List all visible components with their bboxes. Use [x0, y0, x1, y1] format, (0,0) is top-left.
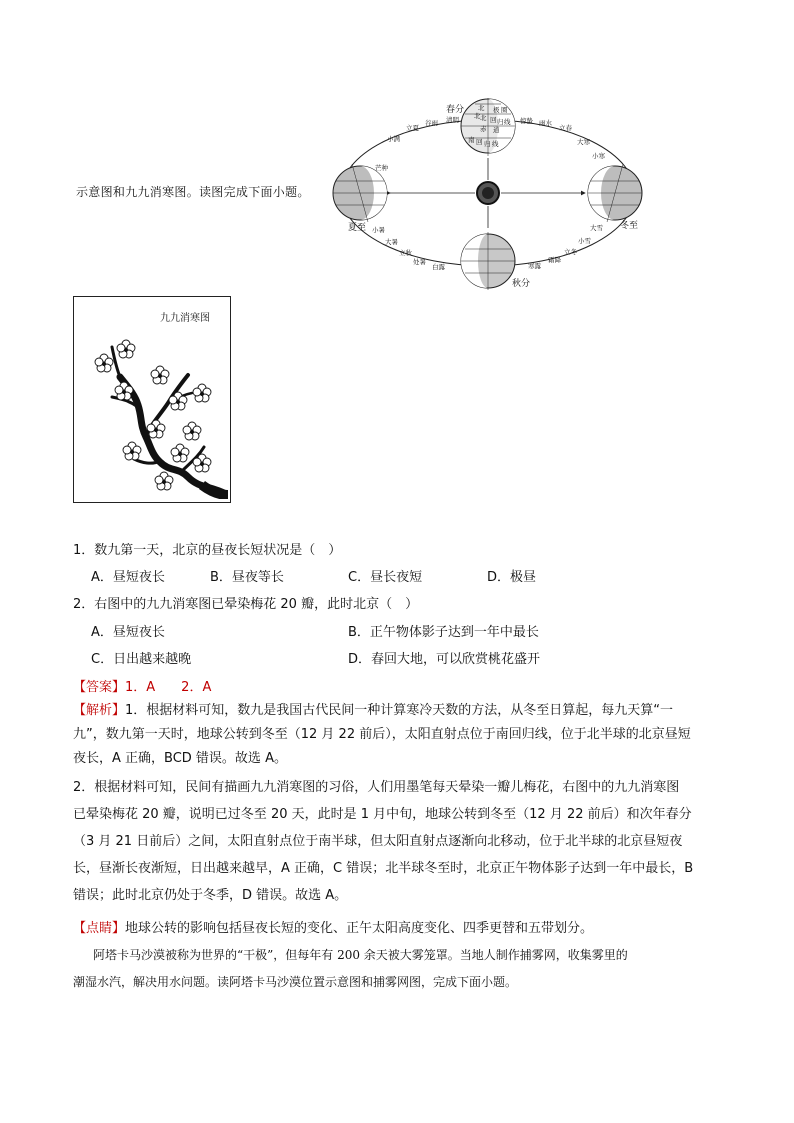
analysis-line: 错误；此时北京仍处于冬季，D 错误。故选 A。 [73, 888, 348, 903]
analysis-line: 已晕染梅花 20 瓣，说明已过冬至 20 天，此时是 1 月中旬，地球公转到冬至（12 月 22 前后）和次年春分 [73, 807, 692, 822]
solar-term: 立秋 [399, 249, 412, 257]
globe-label: 道 [493, 126, 500, 134]
question-2-option-c: C．日出越来越晚 [91, 652, 192, 667]
globe-label: 圈 [501, 106, 508, 114]
tip-tag: 【点睛】 [73, 921, 126, 936]
answer-tag: 【答案】 [73, 680, 126, 695]
question-1-option-c: C．昼长夜短 [348, 570, 423, 585]
solar-term: 惊蛰 [520, 117, 533, 125]
solar-term: 小满 [387, 135, 400, 143]
picture-title: 九九消寒图 [160, 313, 210, 324]
globe-label: 线 [504, 118, 511, 126]
analysis-line: 2．根据材料可知，民间有描画九九消寒图的习俗，人们用墨笔每天晕染一瓣儿梅花，右图中的九九消寒图 [73, 780, 680, 795]
analysis-line: 长，昼渐长夜渐短，日出越来越早，A 正确，C 错误；北半球冬至时，北京正午物体影子达到一年中最长，B [73, 861, 694, 876]
solar-term: 大雪 [590, 224, 603, 232]
answer-text: 1．A 2．A [125, 680, 212, 695]
next-material [73, 942, 743, 996]
solar-term: 立春 [559, 124, 572, 132]
question-2-stem: 2．右图中的九九消寒图已晕染梅花 20 瓣，此时北京（ ） [73, 597, 419, 612]
globe-autumn-equinox [461, 232, 515, 290]
solar-term: 霜降 [548, 256, 561, 264]
earth-orbit-diagram [330, 98, 660, 290]
globe-label: 北 [474, 112, 481, 120]
tip-line [73, 917, 593, 936]
solar-term: 小雪 [578, 237, 591, 245]
question-1-option-a: A．昼短夜长 [91, 570, 165, 585]
globe-label: 北 [478, 104, 485, 112]
season-label-summer: 夏至 [348, 223, 367, 233]
globe-label: 回 [476, 138, 483, 146]
question-2-option-a: A．昼短夜长 [91, 625, 165, 640]
solar-term: 处暑 [413, 258, 426, 266]
analysis-line: 夜长，A 正确，BCD 错误。故选 A。 [73, 751, 287, 766]
analysis-block [73, 699, 741, 908]
tip-text: 地球公转的影响包括昼夜长短的变化、正午太阳高度变化、四季更替和五带划分。 [125, 921, 594, 936]
analysis-tag: 【解析】 [73, 703, 126, 718]
solar-term: 立夏 [406, 124, 419, 132]
solar-term: 寒露 [528, 262, 541, 270]
question-1-option-b: B．昼夜等长 [210, 570, 284, 585]
solar-term: 大寒 [577, 138, 590, 146]
question-2-option-b: B．正午物体影子达到一年中最长 [348, 625, 539, 640]
season-label-winter: 冬至 [620, 221, 639, 231]
solar-term: 清明 [446, 116, 459, 124]
globe-label: 线 [492, 140, 499, 148]
solar-term: 大暑 [385, 238, 398, 246]
globe-label: 极 [493, 106, 500, 114]
intro-text: 示意图和九九消寒图。读图完成下面小题。 [76, 185, 310, 199]
analysis-line: （3 月 21 日前后）之间，太阳直射点位于南半球，但太阳直射点逐渐向北移动，位于北半球的北京昼短夜 [73, 834, 683, 849]
globe-label: 南 [468, 136, 475, 144]
globe-label: 归 [484, 140, 491, 148]
analysis-line: 1．根据材料可知，数九是我国古代民间一种计算寒冷天数的方法，从冬至日算起，每九天算“一 [125, 703, 674, 718]
globe-label: 赤 [480, 125, 487, 133]
plum-branch-drawing [80, 327, 228, 499]
analysis-line: 九”，数九第一天时，地球公转到冬至（12 月 22 前后），太阳直射点位于南回归线，位于北半球的北京昼短 [73, 727, 691, 742]
season-label-autumn: 秋分 [512, 279, 531, 289]
globe-label: 回 [490, 116, 497, 124]
globe-label: 归 [497, 118, 504, 126]
solar-term: 小暑 [372, 226, 385, 234]
globe-label: 北 [480, 114, 487, 122]
plum-blossom-picture [73, 296, 231, 503]
answer-line [73, 676, 211, 695]
solar-term: 芒种 [375, 164, 388, 172]
question-2-option-d: D．春回大地，可以欣赏桃花盛开 [348, 652, 541, 667]
solar-term: 立冬 [564, 248, 577, 256]
globe-winter-solstice [588, 164, 642, 222]
question-1-stem: 1．数九第一天，北京的昼夜长短状况是（ ） [73, 543, 342, 558]
solar-term: 小寒 [592, 152, 605, 160]
season-label-spring: 春分 [446, 105, 465, 115]
solar-term: 白露 [432, 263, 445, 271]
globe-summer-solstice [333, 164, 387, 222]
material-line: 阿塔卡马沙漠被称为世界的“干极”，但每年有 200 余天被大雾笼罩。当地人制作捕雾网，收集雾里的 [93, 948, 628, 962]
solar-term: 谷雨 [425, 119, 438, 127]
question-1-option-d: D．极昼 [487, 570, 537, 585]
solar-term: 雨水 [539, 119, 552, 127]
material-line: 潮湿水汽，解决用水问题。读阿塔卡马沙漠位置示意图和捕雾网图，完成下面小题。 [73, 975, 518, 989]
